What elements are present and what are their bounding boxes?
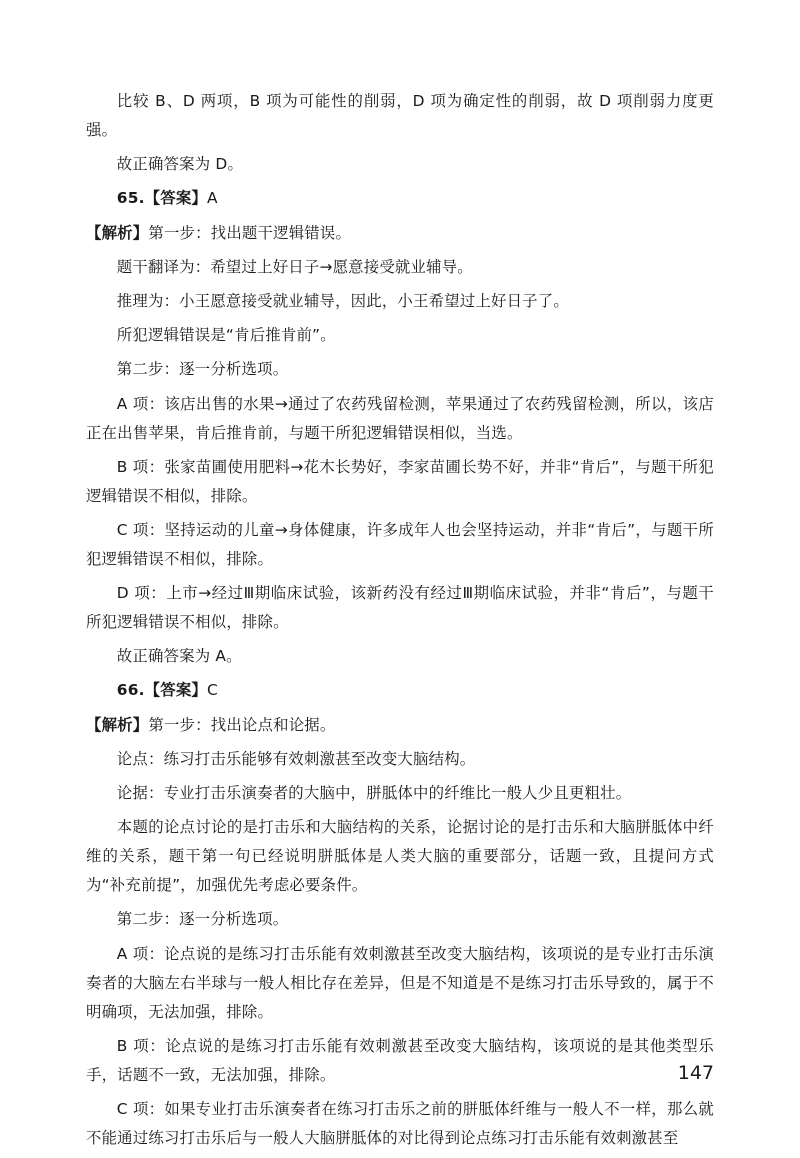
option-b-analysis: B 项：张家苗圃使用肥料→花木长势好，李家苗圃长势不好，并非“肯后”，与题干所犯逻辑错误不相似，排除。 xyxy=(86,457,714,505)
option-a-analysis: A 项：论点说的是练习打击乐能有效刺激甚至改变大脑结构，该项说的是专业打击乐演奏者的大脑左右半球与一般人相比存在差异，但是不知道是不是练习打击乐导致的，属于不明确项，无法加强，排除。 xyxy=(86,944,714,1021)
analysis-label: 【解析】 xyxy=(86,715,149,734)
paragraph: 故正确答案为 D。 xyxy=(116,155,244,174)
answer-label: 66.【答案】 xyxy=(116,681,208,700)
analysis-heading: 【解析】第一步：找出论点和论据。 xyxy=(86,715,336,734)
page-number: 147 xyxy=(677,1062,714,1084)
answer-label: 65.【答案】 xyxy=(116,189,208,208)
paragraph: 比较 B、D 两项，B 项为可能性的削弱，D 项为确定性的削弱，故 D 项削弱力度更强。 xyxy=(86,92,714,139)
answer-heading-66 xyxy=(86,676,714,705)
option-d-analysis: D 项：上市→经过Ⅲ期临床试验，该新药没有经过Ⅲ期临床试验，并非“肯后”，与题干所犯逻辑错误不相似，排除。 xyxy=(86,584,714,632)
paragraph: 第二步：逐一分析选项。 xyxy=(116,910,289,929)
answer-value: C xyxy=(207,681,218,700)
option-c-analysis: C 项：坚持运动的儿童→身体健康，许多成年人也会坚持运动，并非“肯后”，与题干所犯逻辑错误不相似，排除。 xyxy=(86,520,714,568)
option-a-analysis: A 项：该店出售的水果→通过了农药残留检测，苹果通过了农药残留检测，所以，该店正在出售苹果，肯后推肯前，与题干所犯逻辑错误相似，当选。 xyxy=(86,394,714,442)
paragraph: 第二步：逐一分析选项。 xyxy=(116,360,289,379)
analysis-label: 【解析】 xyxy=(86,223,149,242)
paragraph: 故正确答案为 A。 xyxy=(116,647,242,666)
paragraph: 论点：练习打击乐能够有效刺激甚至改变大脑结构。 xyxy=(116,749,476,768)
analysis-heading: 【解析】第一步：找出题干逻辑错误。 xyxy=(86,223,352,242)
page-content xyxy=(86,87,714,1158)
answer-value: A xyxy=(207,189,218,208)
option-c-analysis: C 项：如果专业打击乐演奏者在练习打击乐之前的胼胝体纤维与一般人不一样，那么就不能通过练习打击乐后与一般人大脑胼胝体的对比得到论点练习打击乐能有效刺激甚至 xyxy=(86,1099,714,1147)
paragraph: 所犯逻辑错误是“肯后推肯前”。 xyxy=(116,326,336,345)
answer-heading-65 xyxy=(86,184,714,213)
paragraph: 论据：专业打击乐演奏者的大脑中，胼胝体中的纤维比一般人少且更粗壮。 xyxy=(116,784,632,802)
paragraph: 本题的论点讨论的是打击乐和大脑结构的关系，论据讨论的是打击乐和大脑胼胝体中纤维的关系，题干第一句已经说明胼胝体是人类大脑的重要部分，话题一致，且提问方式为“补充前提”，加强优先考虑必要条件。 xyxy=(86,818,714,895)
option-b-analysis: B 项：论点说的是练习打击乐能有效刺激甚至改变大脑结构，该项说的是其他类型乐手，话题不一致，无法加强，排除。 xyxy=(86,1036,714,1084)
paragraph: 推理为：小王愿意接受就业辅导，因此，小王希望过上好日子了。 xyxy=(116,291,569,310)
paragraph: 题干翻译为：希望过上好日子→愿意接受就业辅导。 xyxy=(116,257,473,276)
